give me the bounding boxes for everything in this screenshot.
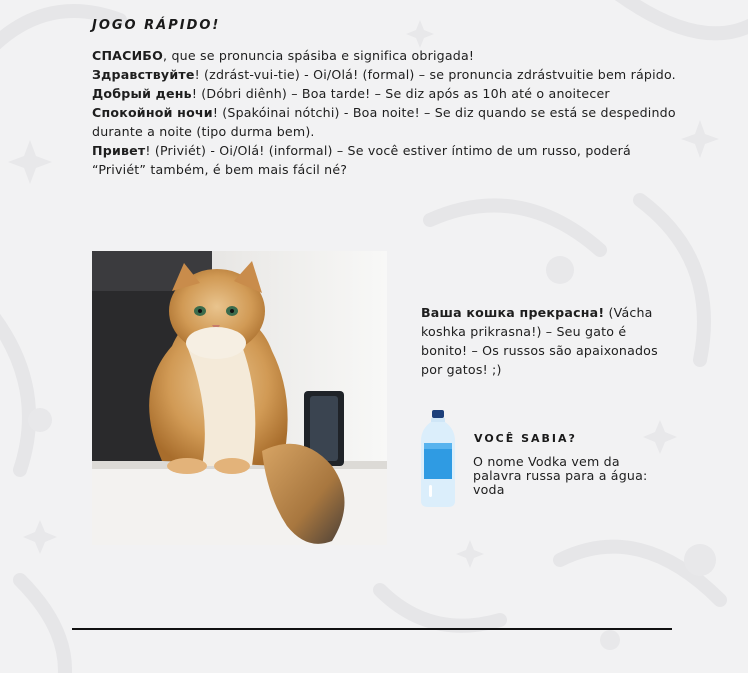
- cat-photo: [92, 251, 387, 545]
- phrase-russian: Здравствуйте: [92, 67, 195, 82]
- phrase-russian: Добрый день: [92, 86, 192, 101]
- phrase-item: [92, 141, 682, 179]
- section-title: JOGO RÁPIDO!: [92, 18, 221, 33]
- phrase-item: [92, 46, 682, 65]
- phrase-translation: ! (zdrást-vui-tie) - Oi/Olá! (formal) – se pronuncia zdrástvuitie bem rápido.: [194, 67, 676, 82]
- did-you-know-text: O nome Vodka vem da palavra russa para a água: voda: [473, 454, 648, 497]
- phrase-translation: ! (Spakóinai nótchi) - Boa noite! – Se diz quando se está se despedindo durante a noite (tipo durma bem).: [92, 105, 676, 139]
- phrase-translation: ! (Priviét) - Oi/Olá! (informal) – Se você estiver íntimo de um russo, poderá “Priviét” também, é bem mais fácil né?: [92, 143, 631, 177]
- phrase-russian: СПАСИБО: [92, 48, 164, 63]
- phrase-russian: Привет: [92, 143, 146, 158]
- cat-caption-translation: (Vácha koshka prikrasna!) – Seu gato é bonito! – Os russos são apaixonados por gatos! ;): [421, 305, 658, 377]
- cat-caption: [421, 303, 666, 379]
- divider: [72, 628, 672, 630]
- did-you-know-heading: VOCÊ SABIA?: [474, 432, 577, 445]
- phrase-russian: Спокойной ночи: [92, 105, 213, 120]
- cat-caption-russian: Ваша кошка прекрасна!: [421, 305, 605, 320]
- water-bottle-icon: [416, 409, 460, 509]
- phrase-translation: , que se pronuncia spásiba e significa obrigada!: [163, 48, 475, 63]
- phrase-list: [92, 46, 682, 179]
- phrase-item: [92, 65, 682, 84]
- phrase-item: [92, 84, 682, 103]
- phrase-item: [92, 103, 682, 141]
- phrase-translation: ! (Dóbri diênh) – Boa tarde! – Se diz após as 10h até o anoitecer: [191, 86, 610, 101]
